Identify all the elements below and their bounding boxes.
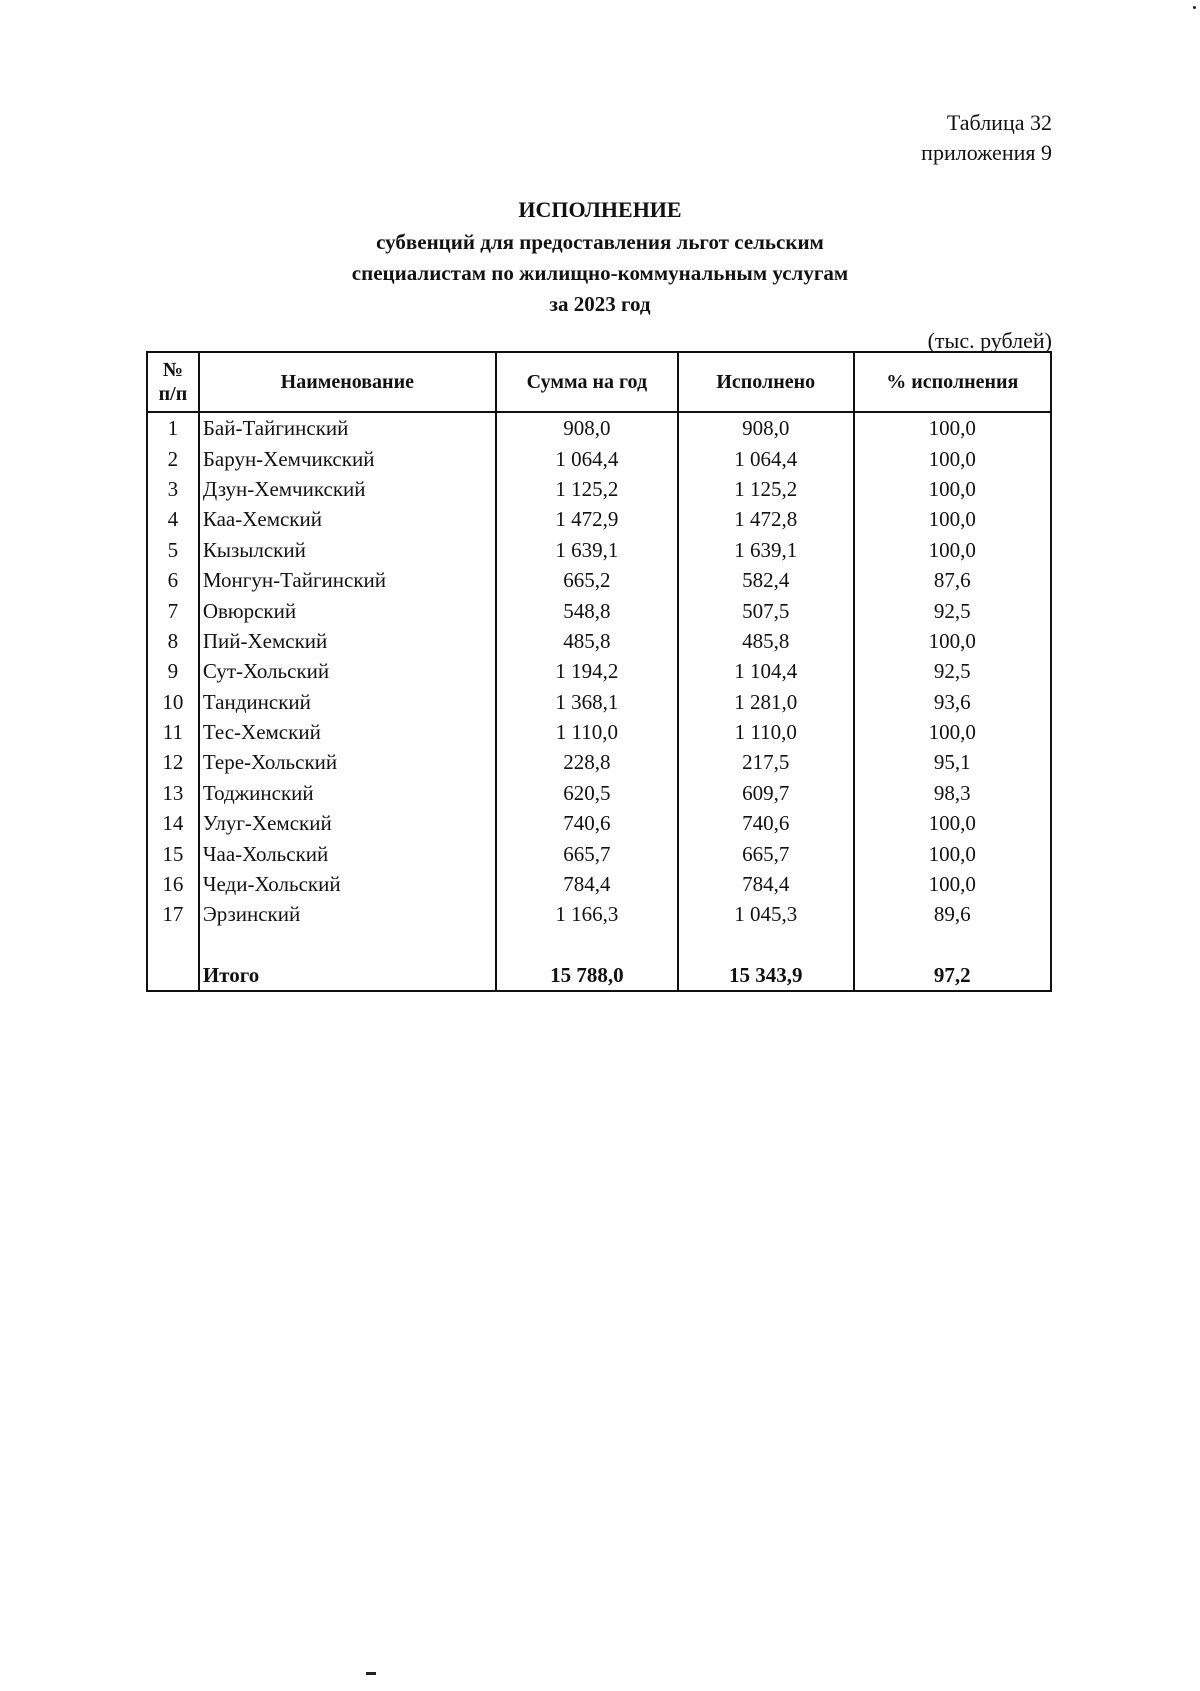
row-name: Монгун-Тайгинский — [199, 565, 496, 595]
row-sum: 784,4 — [496, 869, 678, 899]
row-name: Чеди-Хольский — [199, 869, 496, 899]
row-pct: 100,0 — [854, 838, 1051, 868]
table-row — [147, 687, 1051, 717]
row-pct: 100,0 — [854, 626, 1051, 656]
row-name: Барун-Хемчикский — [199, 443, 496, 473]
row-pct: 95,1 — [854, 747, 1051, 777]
execution-table — [146, 351, 1052, 992]
table-row — [147, 443, 1051, 473]
row-done: 507,5 — [678, 595, 854, 625]
row-sum: 1 125,2 — [496, 474, 678, 504]
row-done: 665,7 — [678, 838, 854, 868]
row-done: 784,4 — [678, 869, 854, 899]
row-name: Бай-Тайгинский — [199, 412, 496, 443]
total-done: 15 343,9 — [678, 960, 854, 991]
row-sum: 665,7 — [496, 838, 678, 868]
row-sum: 485,8 — [496, 626, 678, 656]
header-sum: Сумма на год — [496, 352, 678, 412]
row-pct: 100,0 — [854, 474, 1051, 504]
row-name: Каа-Хемский — [199, 504, 496, 534]
row-num: 1 — [147, 412, 199, 443]
row-sum: 1 472,9 — [496, 504, 678, 534]
table-body — [147, 412, 1051, 991]
row-name: Тере-Хольский — [199, 747, 496, 777]
row-num: 10 — [147, 687, 199, 717]
row-pct: 100,0 — [854, 808, 1051, 838]
row-num: 8 — [147, 626, 199, 656]
row-pct: 100,0 — [854, 504, 1051, 534]
row-done: 582,4 — [678, 565, 854, 595]
spacer-cell — [496, 930, 678, 960]
row-pct: 100,0 — [854, 535, 1051, 565]
row-num: 3 — [147, 474, 199, 504]
scan-speck — [1193, 6, 1196, 9]
row-num: 17 — [147, 899, 199, 929]
row-sum: 228,8 — [496, 747, 678, 777]
table-row — [147, 899, 1051, 929]
spacer-row — [147, 930, 1051, 960]
row-num: 13 — [147, 778, 199, 808]
header-num-line1: № — [162, 359, 183, 381]
row-name: Эрзинский — [199, 899, 496, 929]
table-row — [147, 747, 1051, 777]
table-row — [147, 838, 1051, 868]
total-row — [147, 960, 1051, 991]
row-sum: 1 166,3 — [496, 899, 678, 929]
row-done: 1 110,0 — [678, 717, 854, 747]
row-num: 7 — [147, 595, 199, 625]
row-name: Тандинский — [199, 687, 496, 717]
row-pct: 93,6 — [854, 687, 1051, 717]
row-name: Тес-Хемский — [199, 717, 496, 747]
header-done: Исполнено — [678, 352, 854, 412]
row-num: 6 — [147, 565, 199, 595]
row-pct: 89,6 — [854, 899, 1051, 929]
row-done: 908,0 — [678, 412, 854, 443]
row-num: 12 — [147, 747, 199, 777]
row-name: Овюрский — [199, 595, 496, 625]
table-row — [147, 626, 1051, 656]
row-done: 1 281,0 — [678, 687, 854, 717]
row-num: 15 — [147, 838, 199, 868]
row-sum: 665,2 — [496, 565, 678, 595]
row-sum: 1 110,0 — [496, 717, 678, 747]
row-done: 609,7 — [678, 778, 854, 808]
table-header — [147, 352, 1051, 412]
row-pct: 87,6 — [854, 565, 1051, 595]
row-num: 2 — [147, 443, 199, 473]
scan-mark — [366, 1672, 376, 1675]
total-pct: 97,2 — [854, 960, 1051, 991]
total-name: Итого — [199, 960, 496, 991]
row-name: Пий-Хемский — [199, 626, 496, 656]
row-name: Сут-Хольский — [199, 656, 496, 686]
header-name: Наименование — [199, 352, 496, 412]
row-pct: 92,5 — [854, 595, 1051, 625]
table-row — [147, 656, 1051, 686]
row-done: 1 125,2 — [678, 474, 854, 504]
table-row — [147, 717, 1051, 747]
row-done: 1 104,4 — [678, 656, 854, 686]
table-row — [147, 535, 1051, 565]
row-done: 740,6 — [678, 808, 854, 838]
row-done: 1 472,8 — [678, 504, 854, 534]
row-done: 1 639,1 — [678, 535, 854, 565]
header-row — [147, 352, 1051, 412]
spacer-cell — [854, 930, 1051, 960]
header-num — [147, 352, 199, 412]
row-done: 217,5 — [678, 747, 854, 777]
appendix-label: приложения 9 — [921, 140, 1052, 165]
row-sum: 1 194,2 — [496, 656, 678, 686]
table-row — [147, 778, 1051, 808]
total-num — [147, 960, 199, 991]
row-num: 4 — [147, 504, 199, 534]
spacer-cell — [678, 930, 854, 960]
row-pct: 100,0 — [854, 412, 1051, 443]
row-name: Тоджинский — [199, 778, 496, 808]
title-line-4: за 2023 год — [549, 292, 651, 316]
row-pct: 92,5 — [854, 656, 1051, 686]
row-num: 14 — [147, 808, 199, 838]
total-sum: 15 788,0 — [496, 960, 678, 991]
table-row — [147, 565, 1051, 595]
row-pct: 100,0 — [854, 717, 1051, 747]
row-num: 9 — [147, 656, 199, 686]
row-done: 1 045,3 — [678, 899, 854, 929]
title-line-3: специалистам по жилищно-коммунальным услугам — [351, 261, 849, 285]
table-row — [147, 474, 1051, 504]
row-sum: 740,6 — [496, 808, 678, 838]
row-done: 1 064,4 — [678, 443, 854, 473]
table-row — [147, 412, 1051, 443]
row-sum: 1 639,1 — [496, 535, 678, 565]
row-name: Чаа-Хольский — [199, 838, 496, 868]
header-pct: % исполнения — [854, 352, 1051, 412]
table-row — [147, 595, 1051, 625]
document-title — [150, 194, 1050, 320]
row-name: Улуг-Хемский — [199, 808, 496, 838]
spacer-cell — [199, 930, 496, 960]
row-sum: 548,8 — [496, 595, 678, 625]
units-label: (тыс. рублей) — [927, 328, 1052, 353]
row-sum: 620,5 — [496, 778, 678, 808]
row-pct: 100,0 — [854, 443, 1051, 473]
row-done: 485,8 — [678, 626, 854, 656]
row-pct: 98,3 — [854, 778, 1051, 808]
row-sum: 1 064,4 — [496, 443, 678, 473]
row-pct: 100,0 — [854, 869, 1051, 899]
title-line-1: ИСПОЛНЕНИЕ — [518, 197, 682, 222]
header-num-line2: п/п — [158, 383, 188, 405]
row-sum: 908,0 — [496, 412, 678, 443]
row-num: 16 — [147, 869, 199, 899]
row-name: Кызылский — [199, 535, 496, 565]
row-sum: 1 368,1 — [496, 687, 678, 717]
row-num: 5 — [147, 535, 199, 565]
row-name: Дзун-Хемчикский — [199, 474, 496, 504]
table-row — [147, 504, 1051, 534]
table-label: Таблица 32 — [946, 110, 1052, 135]
row-num: 11 — [147, 717, 199, 747]
table-row — [147, 808, 1051, 838]
table-row — [147, 869, 1051, 899]
table-reference — [921, 108, 1052, 168]
spacer-cell — [147, 930, 199, 960]
title-line-2: субвенций для предоставления льгот сельским — [376, 230, 824, 254]
